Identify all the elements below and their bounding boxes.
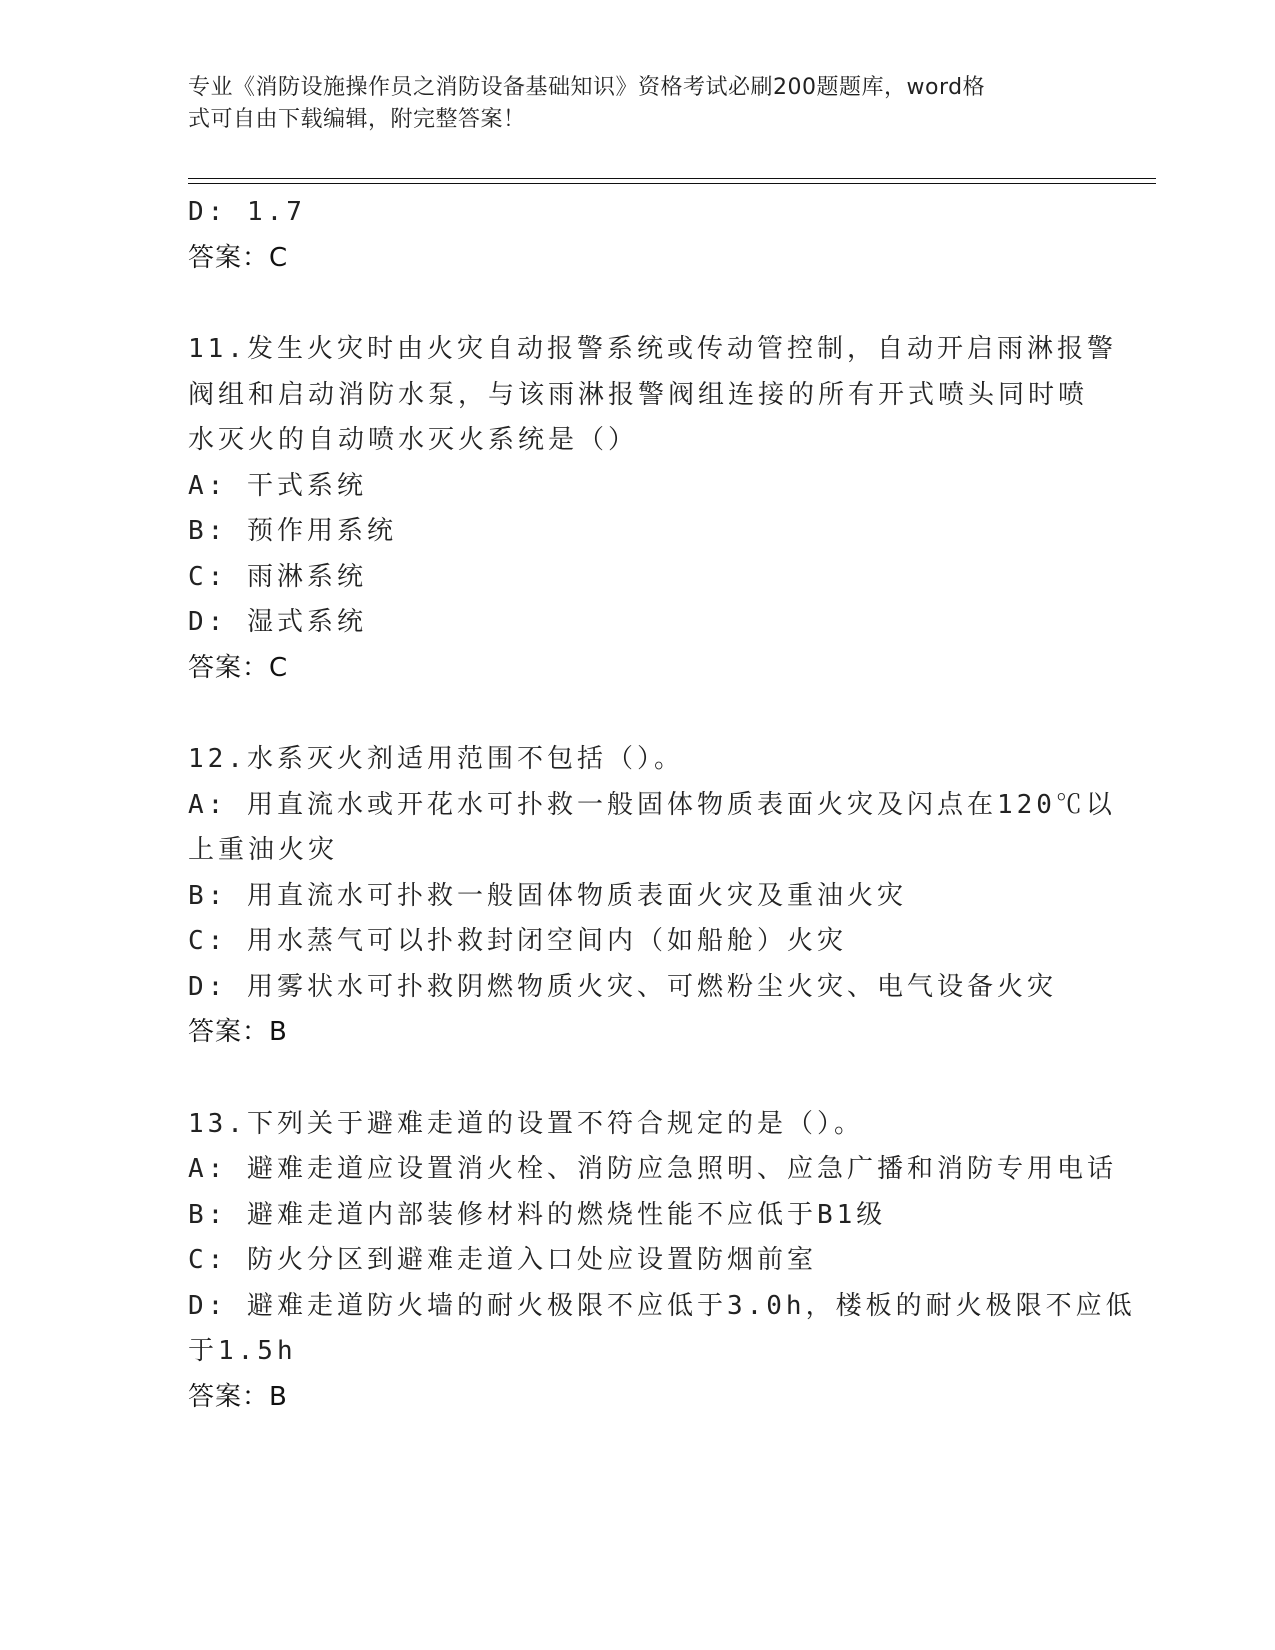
answer-line: 答案：C	[188, 242, 289, 273]
option-a-continued: 上重油火灾	[188, 835, 339, 865]
option-c: C: 用水蒸气可以扑救封闭空间内（如船舱）火灾	[188, 926, 847, 956]
option-d-continued: 于1.5h	[188, 1336, 297, 1366]
spacer	[188, 281, 1088, 327]
option-d: D: 用雾状水可扑救阴燃物质火灾、可燃粉尘火灾、电气设备火灾	[188, 971, 1057, 1002]
header-divider-top	[188, 178, 1156, 179]
question-13	[188, 1102, 1136, 1421]
document-body	[188, 190, 1136, 1420]
option-b: B: 预作用系统	[188, 516, 397, 546]
answer-line: 答案：C	[188, 652, 289, 683]
header-divider-bottom	[188, 183, 1156, 184]
option-b: B: 避难走道内部装修材料的燃烧性能不应低于B1级	[188, 1199, 887, 1230]
option-d: D: 避难走道防火墙的耐火极限不应低于3.0h，楼板的耐火极限不应低	[188, 1290, 1136, 1321]
question-stem-line: 12.水系灭火剂适用范围不包括（）。	[188, 744, 684, 774]
option-c: C: 雨淋系统	[188, 561, 367, 592]
header-line-2: 式可自由下载编辑，附完整答案！	[188, 107, 526, 132]
previous-question-tail	[188, 190, 1088, 281]
question-stem-line: 水灭火的自动喷水灭火系统是（）	[188, 425, 639, 455]
option-c: C: 防火分区到避难走道入口处应设置防烟前室	[188, 1245, 817, 1275]
option-a: A: 干式系统	[188, 470, 367, 501]
question-stem-line: 13.下列关于避难走道的设置不符合规定的是（）。	[188, 1108, 864, 1139]
question-12	[188, 737, 1116, 1056]
document-header	[188, 72, 1068, 136]
option-a: A: 避难走道应设置消火栓、消防应急照明、应急广播和消防专用电话	[188, 1154, 1117, 1184]
spacer	[188, 691, 1088, 737]
header-line-1: 专业《消防设施操作员之消防设备基础知识》资格考试必刷200题题库，word格	[188, 75, 986, 100]
question-11	[188, 327, 1117, 691]
spacer	[188, 1056, 1088, 1102]
question-stem-line: 阀组和启动消防水泵，与该雨淋报警阀组连接的所有开式喷头同时喷	[188, 379, 1089, 410]
answer-line: 答案：B	[188, 1017, 288, 1047]
option-b: B: 用直流水可扑救一般固体物质表面火灾及重油火灾	[188, 880, 907, 911]
question-stem-line: 11.发生火灾时由火灾自动报警系统或传动管控制，自动开启雨淋报警	[188, 334, 1117, 364]
answer-line: 答案：B	[188, 1381, 288, 1412]
option-a: A: 用直流水或开花水可扑救一般固体物质表面火灾及闪点在120℃以	[188, 789, 1116, 820]
option-d: D: 1.7	[188, 197, 306, 227]
option-d: D: 湿式系统	[188, 607, 367, 637]
